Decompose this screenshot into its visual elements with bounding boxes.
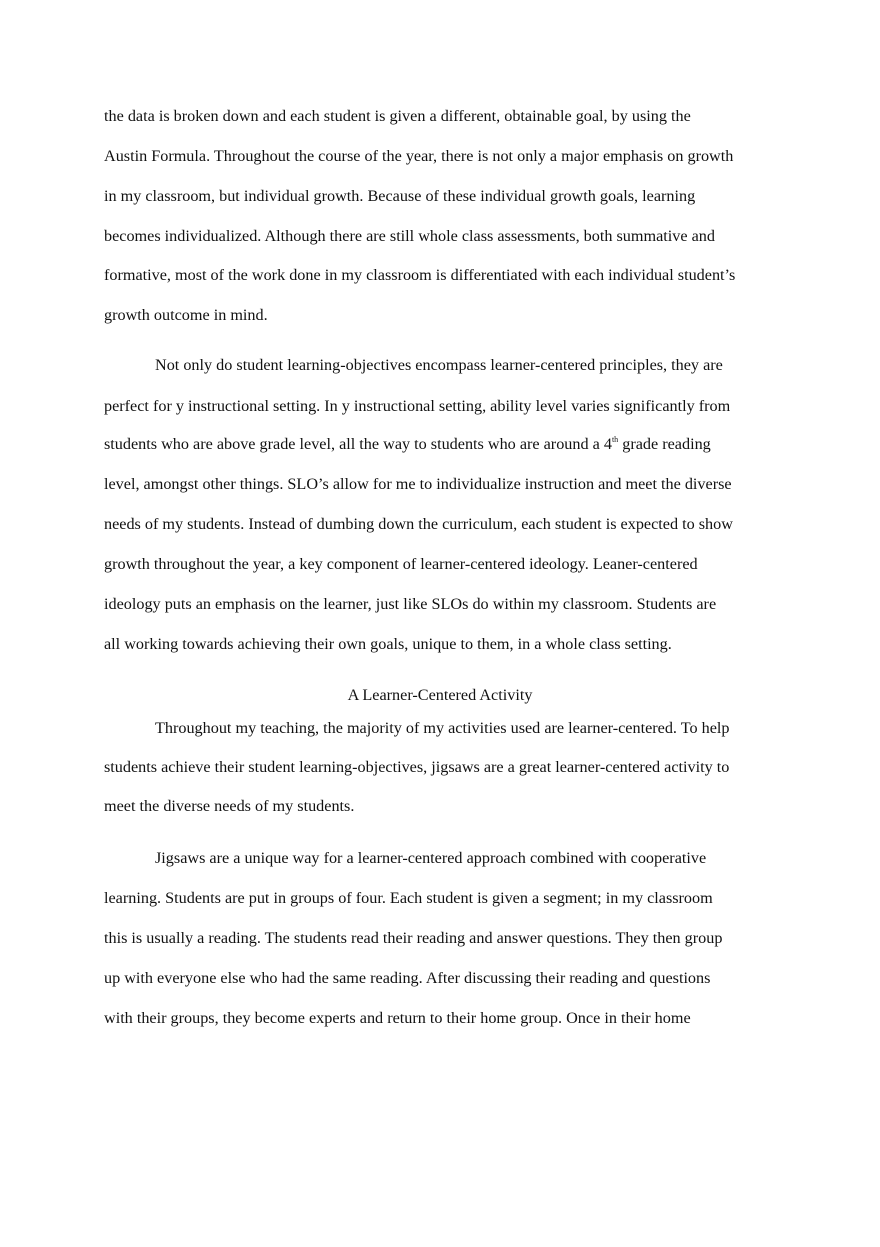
section-heading: A Learner-Centered Activity bbox=[347, 686, 533, 704]
text-line: growth throughout the year, a key component of learner-centered ideology. Leaner-centered bbox=[104, 555, 698, 573]
text-line: Not only do student learning-objectives encompass learner-centered principles, they are bbox=[155, 356, 723, 374]
text-line: in my classroom, but individual growth. Because of these individual growth goals, learning bbox=[104, 187, 696, 205]
text-line: perfect for y instructional setting. In y instructional setting, ability level varies significantly from bbox=[104, 397, 731, 415]
text-line: growth outcome in mind. bbox=[104, 306, 268, 324]
text-line: up with everyone else who had the same reading. After discussing their reading and questions bbox=[104, 969, 711, 987]
text-line: students achieve their student learning-objectives, jigsaws are a great learner-centered activity to bbox=[104, 758, 730, 776]
text-line: this is usually a reading. The students read their reading and answer questions. They then group bbox=[104, 929, 723, 947]
text-line: all working towards achieving their own goals, unique to them, in a whole class setting. bbox=[104, 635, 672, 653]
text-line: needs of my students. Instead of dumbing down the curriculum, each student is expected to show bbox=[104, 515, 733, 533]
text-line: meet the diverse needs of my students. bbox=[104, 797, 355, 815]
text-line: level, amongst other things. SLO’s allow for me to individualize instruction and meet the diverse bbox=[104, 475, 732, 493]
text-run: grade reading bbox=[618, 435, 711, 453]
text-run: students who are above grade level, all the way to students who are around a 4 bbox=[104, 435, 612, 453]
text-line: the data is broken down and each student is given a different, obtainable goal, by using the bbox=[104, 107, 691, 125]
ordinal-superscript: th bbox=[611, 435, 619, 444]
text-line: Throughout my teaching, the majority of my activities used are learner-centered. To help bbox=[155, 719, 730, 737]
text-line: Austin Formula. Throughout the course of the year, there is not only a major emphasis on growth bbox=[104, 147, 734, 165]
text-line: becomes individualized. Although there are still whole class assessments, both summative and bbox=[104, 227, 715, 245]
text-line: with their groups, they become experts and return to their home group. Once in their home bbox=[104, 1009, 691, 1027]
text-line: formative, most of the work done in my classroom is differentiated with each individual student’s bbox=[104, 266, 736, 284]
text-line: learning. Students are put in groups of four. Each student is given a segment; in my classroom bbox=[104, 889, 713, 907]
text-line: Jigsaws are a unique way for a learner-centered approach combined with cooperative bbox=[155, 849, 707, 867]
text-line bbox=[104, 434, 711, 454]
text-line: ideology puts an emphasis on the learner, just like SLOs do within my classroom. Students are bbox=[104, 595, 717, 613]
